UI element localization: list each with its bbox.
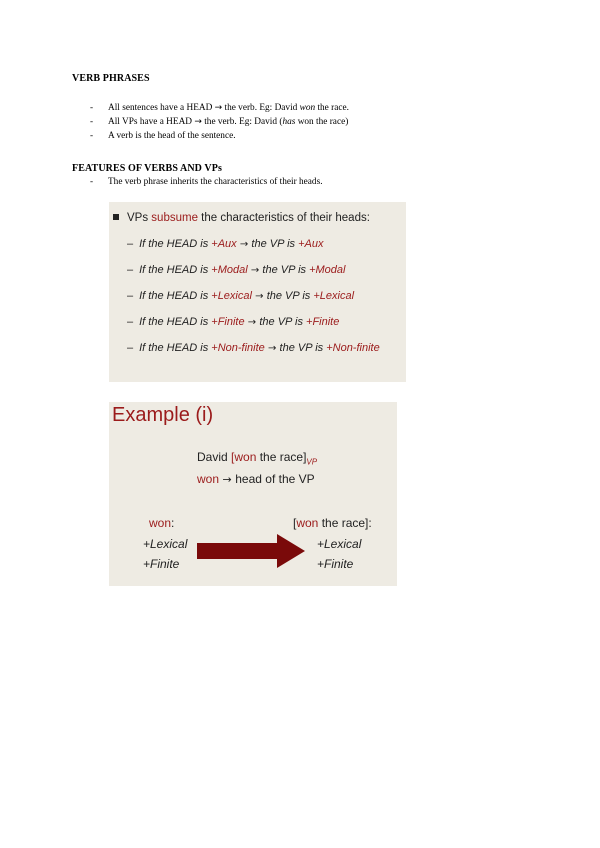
vp-label: [won the race]: [293, 516, 372, 530]
slide-sub-point: – If the HEAD is +Aux → the VP is +Aux [127, 238, 324, 250]
verb-phrases-list [90, 101, 349, 143]
right-arrow-icon: → [236, 239, 252, 250]
example-head-statement: won → head of the VP [197, 472, 315, 486]
slide-title: Example (i) [112, 404, 214, 426]
list-item: - All sentences have a HEAD → the verb. Eg: David won the race. [90, 103, 349, 113]
list-item: - All VPs have a HEAD → the verb. Eg: David (has won the race) [90, 117, 349, 127]
head-label: won: [149, 516, 175, 530]
square-bullet-icon [113, 214, 119, 220]
list-item: - A verb is the head of the sentence. [90, 131, 236, 141]
slide-sub-point: – If the HEAD is +Non-finite → the VP is +Non-finite [127, 342, 380, 354]
right-arrow-icon: → [214, 103, 223, 113]
inheritance-arrow-icon [197, 534, 305, 568]
slide-vps-subsume [109, 202, 406, 382]
section-heading-features: FEATURES OF VERBS AND VPs [72, 163, 222, 174]
right-arrow-icon: → [264, 343, 280, 354]
slide-sub-point: – If the HEAD is +Lexical → the VP is +Lexical [127, 290, 355, 302]
head-feature-finite: +Finite [143, 557, 180, 571]
section-heading-verb-phrases: VERB PHRASES [72, 73, 150, 84]
right-arrow-icon: → [251, 291, 267, 302]
list-item: - The verb phrase inherits the characteristics of their heads. [90, 177, 323, 187]
example-sentence: David [won the $race]_{VP}$ [197, 450, 318, 467]
right-arrow-icon: → [219, 473, 236, 486]
slide-example [109, 402, 397, 586]
slide-sub-point: – If the HEAD is +Finite → the VP is +Finite [127, 316, 340, 328]
slide-sub-point: – If the HEAD is +Modal → the VP is +Modal [127, 264, 346, 276]
head-feature-lexical: +Lexical [143, 537, 188, 551]
features-list [90, 175, 323, 189]
right-arrow-icon: → [194, 117, 202, 127]
vp-feature-lexical: +Lexical [317, 537, 362, 551]
slide-main-point: VPs subsume the characteristics of their heads: [113, 212, 370, 224]
right-arrow-icon: → [247, 265, 263, 276]
vp-feature-finite: +Finite [317, 557, 354, 571]
right-arrow-icon: → [244, 317, 260, 328]
